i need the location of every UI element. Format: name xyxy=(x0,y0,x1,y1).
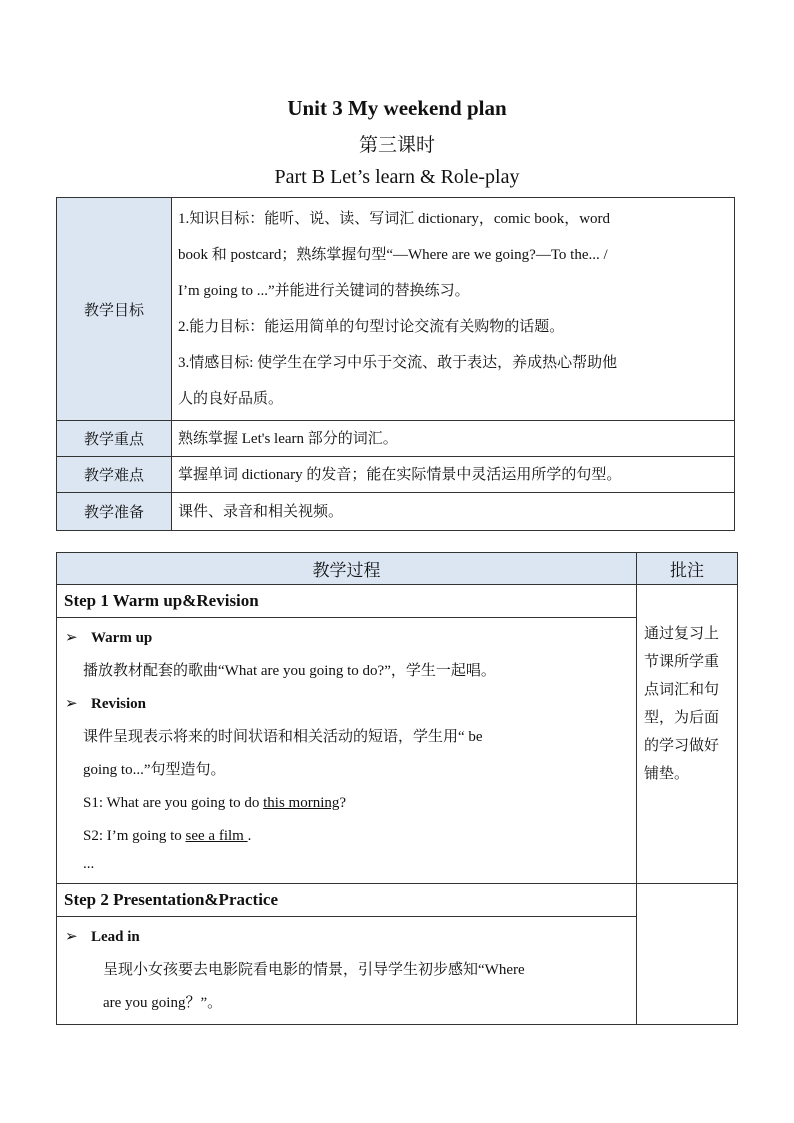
arrow-bullet-icon: ➢ xyxy=(65,929,78,945)
preparation-content: 课件、录音和相关视频。 xyxy=(172,493,735,531)
step-text: 呈现小女孩要去电影院看电影的情景，引导学生初步感知“Where xyxy=(103,962,525,978)
table-row xyxy=(57,553,738,585)
ellipsis: ... xyxy=(83,856,95,872)
note-line: 节课所学重 xyxy=(644,652,720,670)
table-row xyxy=(57,457,735,493)
table-row xyxy=(57,198,735,421)
step-text: are you going？”。 xyxy=(103,995,223,1011)
table-row xyxy=(57,884,738,917)
step1-title: Step 1 Warm up&Revision xyxy=(57,585,637,618)
arrow-bullet-icon: ➢ xyxy=(65,696,78,712)
step1-note xyxy=(637,585,738,884)
bullet-warm-up xyxy=(65,622,628,655)
note-line: 的学习做好 xyxy=(644,736,720,754)
step-text: 播放教材配套的歌曲“What are you going to do?”，学生一起唱。 xyxy=(83,663,496,679)
lesson-number: 第三课时 xyxy=(358,134,435,156)
example-sentence-s1 xyxy=(65,787,628,820)
example-sentence-s2 xyxy=(65,820,628,853)
step-text: going to...”句型造句。 xyxy=(83,762,226,778)
bullet-label: Lead in xyxy=(91,929,140,945)
goals-line: 1.知识目标：能听、说、读、写词汇 dictionary，comic book，word xyxy=(178,211,611,227)
underlined-phrase: this morning xyxy=(263,795,340,811)
table-row xyxy=(57,917,738,1025)
goals-content xyxy=(172,198,735,421)
goals-line: I’m going to ...”并能进行关键词的替换练习。 xyxy=(178,283,470,299)
step2-body xyxy=(57,917,637,1025)
difficulties-label: 教学难点 xyxy=(57,457,172,493)
goals-line: 2.能力目标：能运用简单的句型讨论交流有关购物的话题。 xyxy=(178,319,565,335)
document-title: Unit 3 My weekend plan xyxy=(287,96,507,120)
sentence-text: S1: What are you going to do xyxy=(83,795,264,811)
bullet-revision xyxy=(65,688,628,721)
table-row xyxy=(57,493,735,531)
bullet-label: Revision xyxy=(91,696,147,712)
sentence-text: S2: I’m going to xyxy=(83,828,186,844)
underlined-phrase: see a film xyxy=(185,828,248,844)
notes-header: 批注 xyxy=(637,553,738,585)
arrow-bullet-icon: ➢ xyxy=(65,630,78,646)
process-header: 教学过程 xyxy=(57,553,637,585)
step-text: 课件呈现表示将来的时间状语和相关活动的短语，学生用“ be xyxy=(83,729,483,745)
note-line: 铺垫。 xyxy=(644,764,690,782)
note-line: 点词汇和句 xyxy=(644,680,720,698)
sentence-text: ? xyxy=(339,795,347,811)
note-line: 通过复习上 xyxy=(644,624,720,642)
step1-body xyxy=(57,618,637,884)
lesson-part: Part B Let’s learn & Role-play xyxy=(274,166,520,188)
goals-line: book 和 postcard；熟练掌握句型“—Where are we going?—To the... / xyxy=(178,247,608,263)
key-points-label: 教学重点 xyxy=(57,421,172,457)
note-line: 型，为后面 xyxy=(644,708,720,726)
bullet-lead-in xyxy=(65,921,628,954)
bullet-label: Warm up xyxy=(91,630,153,646)
sentence-text: . xyxy=(247,828,252,844)
step2-note xyxy=(637,884,738,1025)
step2-title: Step 2 Presentation&Practice xyxy=(57,884,637,917)
table-row xyxy=(57,421,735,457)
goals-line: 3.情感目标: 使学生在学习中乐于交流、敢于表达，养成热心帮助他 xyxy=(178,355,618,371)
difficulties-content: 掌握单词 dictionary 的发音；能在实际情景中灵活运用所学的句型。 xyxy=(172,457,735,493)
teaching-process-table xyxy=(56,552,738,1025)
preparation-label: 教学准备 xyxy=(57,493,172,531)
goals-line: 人的良好品质。 xyxy=(178,391,284,407)
key-points-content: 熟练掌握 Let's learn 部分的词汇。 xyxy=(172,421,735,457)
table-row xyxy=(57,618,738,884)
table-row xyxy=(57,585,738,618)
goals-label: 教学目标 xyxy=(57,198,172,421)
teaching-goals-table xyxy=(56,197,735,531)
